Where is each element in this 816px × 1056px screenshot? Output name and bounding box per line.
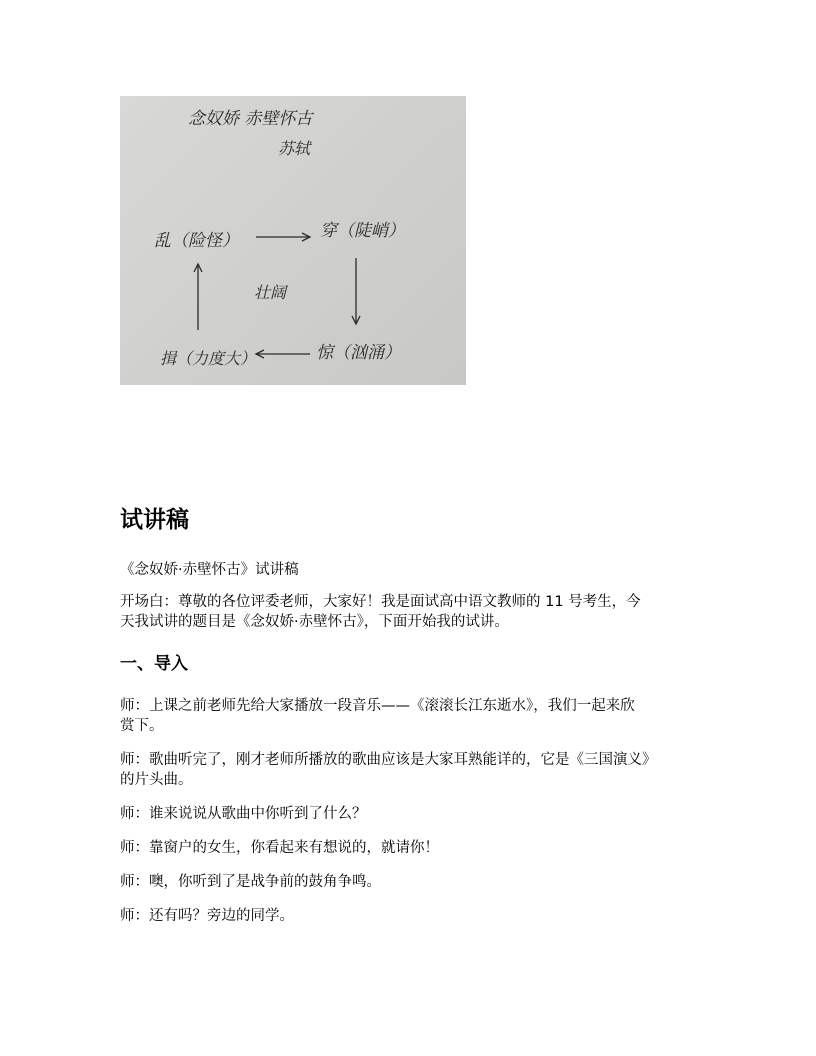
photo-author: 苏轼 <box>278 139 311 158</box>
handwritten-diagram <box>120 96 466 385</box>
document-content <box>120 500 710 926</box>
section-heading-introduction: 一、导入 <box>120 654 188 674</box>
node-bottom-left: 揖（力度大） <box>160 349 257 368</box>
opening-paragraph <box>120 592 710 632</box>
opening-line-1: 开场白：尊敬的各位评委老师，大家好！我是面试高中语文教师的 11 号考生，今 <box>120 594 641 610</box>
dialogue-paragraph-6: 师：还有吗？旁边的同学。 <box>120 908 294 924</box>
center-label: 壮阔 <box>254 283 287 302</box>
dialogue-paragraph-2 <box>120 750 710 790</box>
dialogue-paragraph-5: 师：噢，你听到了是战争前的鼓角争鸣。 <box>120 874 381 890</box>
dialogue-1-line-1: 师：上课之前老师先给大家播放一段音乐——《滚滚长江东逝水》，我们一起来欣 <box>120 698 635 714</box>
opening-line-2: 天我试讲的题目是《念奴娇·赤壁怀古》，下面开始我的试讲。 <box>120 614 509 630</box>
dialogue-1-line-2: 赏下。 <box>120 718 164 734</box>
node-top-right: 穿（陡峭） <box>320 221 405 241</box>
photo-title: 念奴娇 赤壁怀古 <box>188 109 313 129</box>
document-subtitle: 《念奴娇·赤壁怀古》试讲稿 <box>120 562 299 578</box>
dialogue-2-line-2: 的片头曲。 <box>120 772 193 788</box>
dialogue-2-line-1: 师：歌曲听完了，刚才老师所播放的歌曲应该是大家耳熟能详的，它是《三国演义》 <box>120 752 657 768</box>
page-title: 试讲稿 <box>120 507 189 533</box>
dialogue-paragraph-1 <box>120 696 710 736</box>
node-top-left: 乱（险怪） <box>154 231 239 251</box>
dialogue-paragraph-4: 师：靠窗户的女生，你看起来有想说的，就请你！ <box>120 840 439 856</box>
dialogue-paragraph-3: 师：谁来说说从歌曲中你听到了什么？ <box>120 806 367 822</box>
handwritten-diagram-photo <box>120 96 466 385</box>
node-bottom-right: 惊（汹涌） <box>316 343 401 363</box>
